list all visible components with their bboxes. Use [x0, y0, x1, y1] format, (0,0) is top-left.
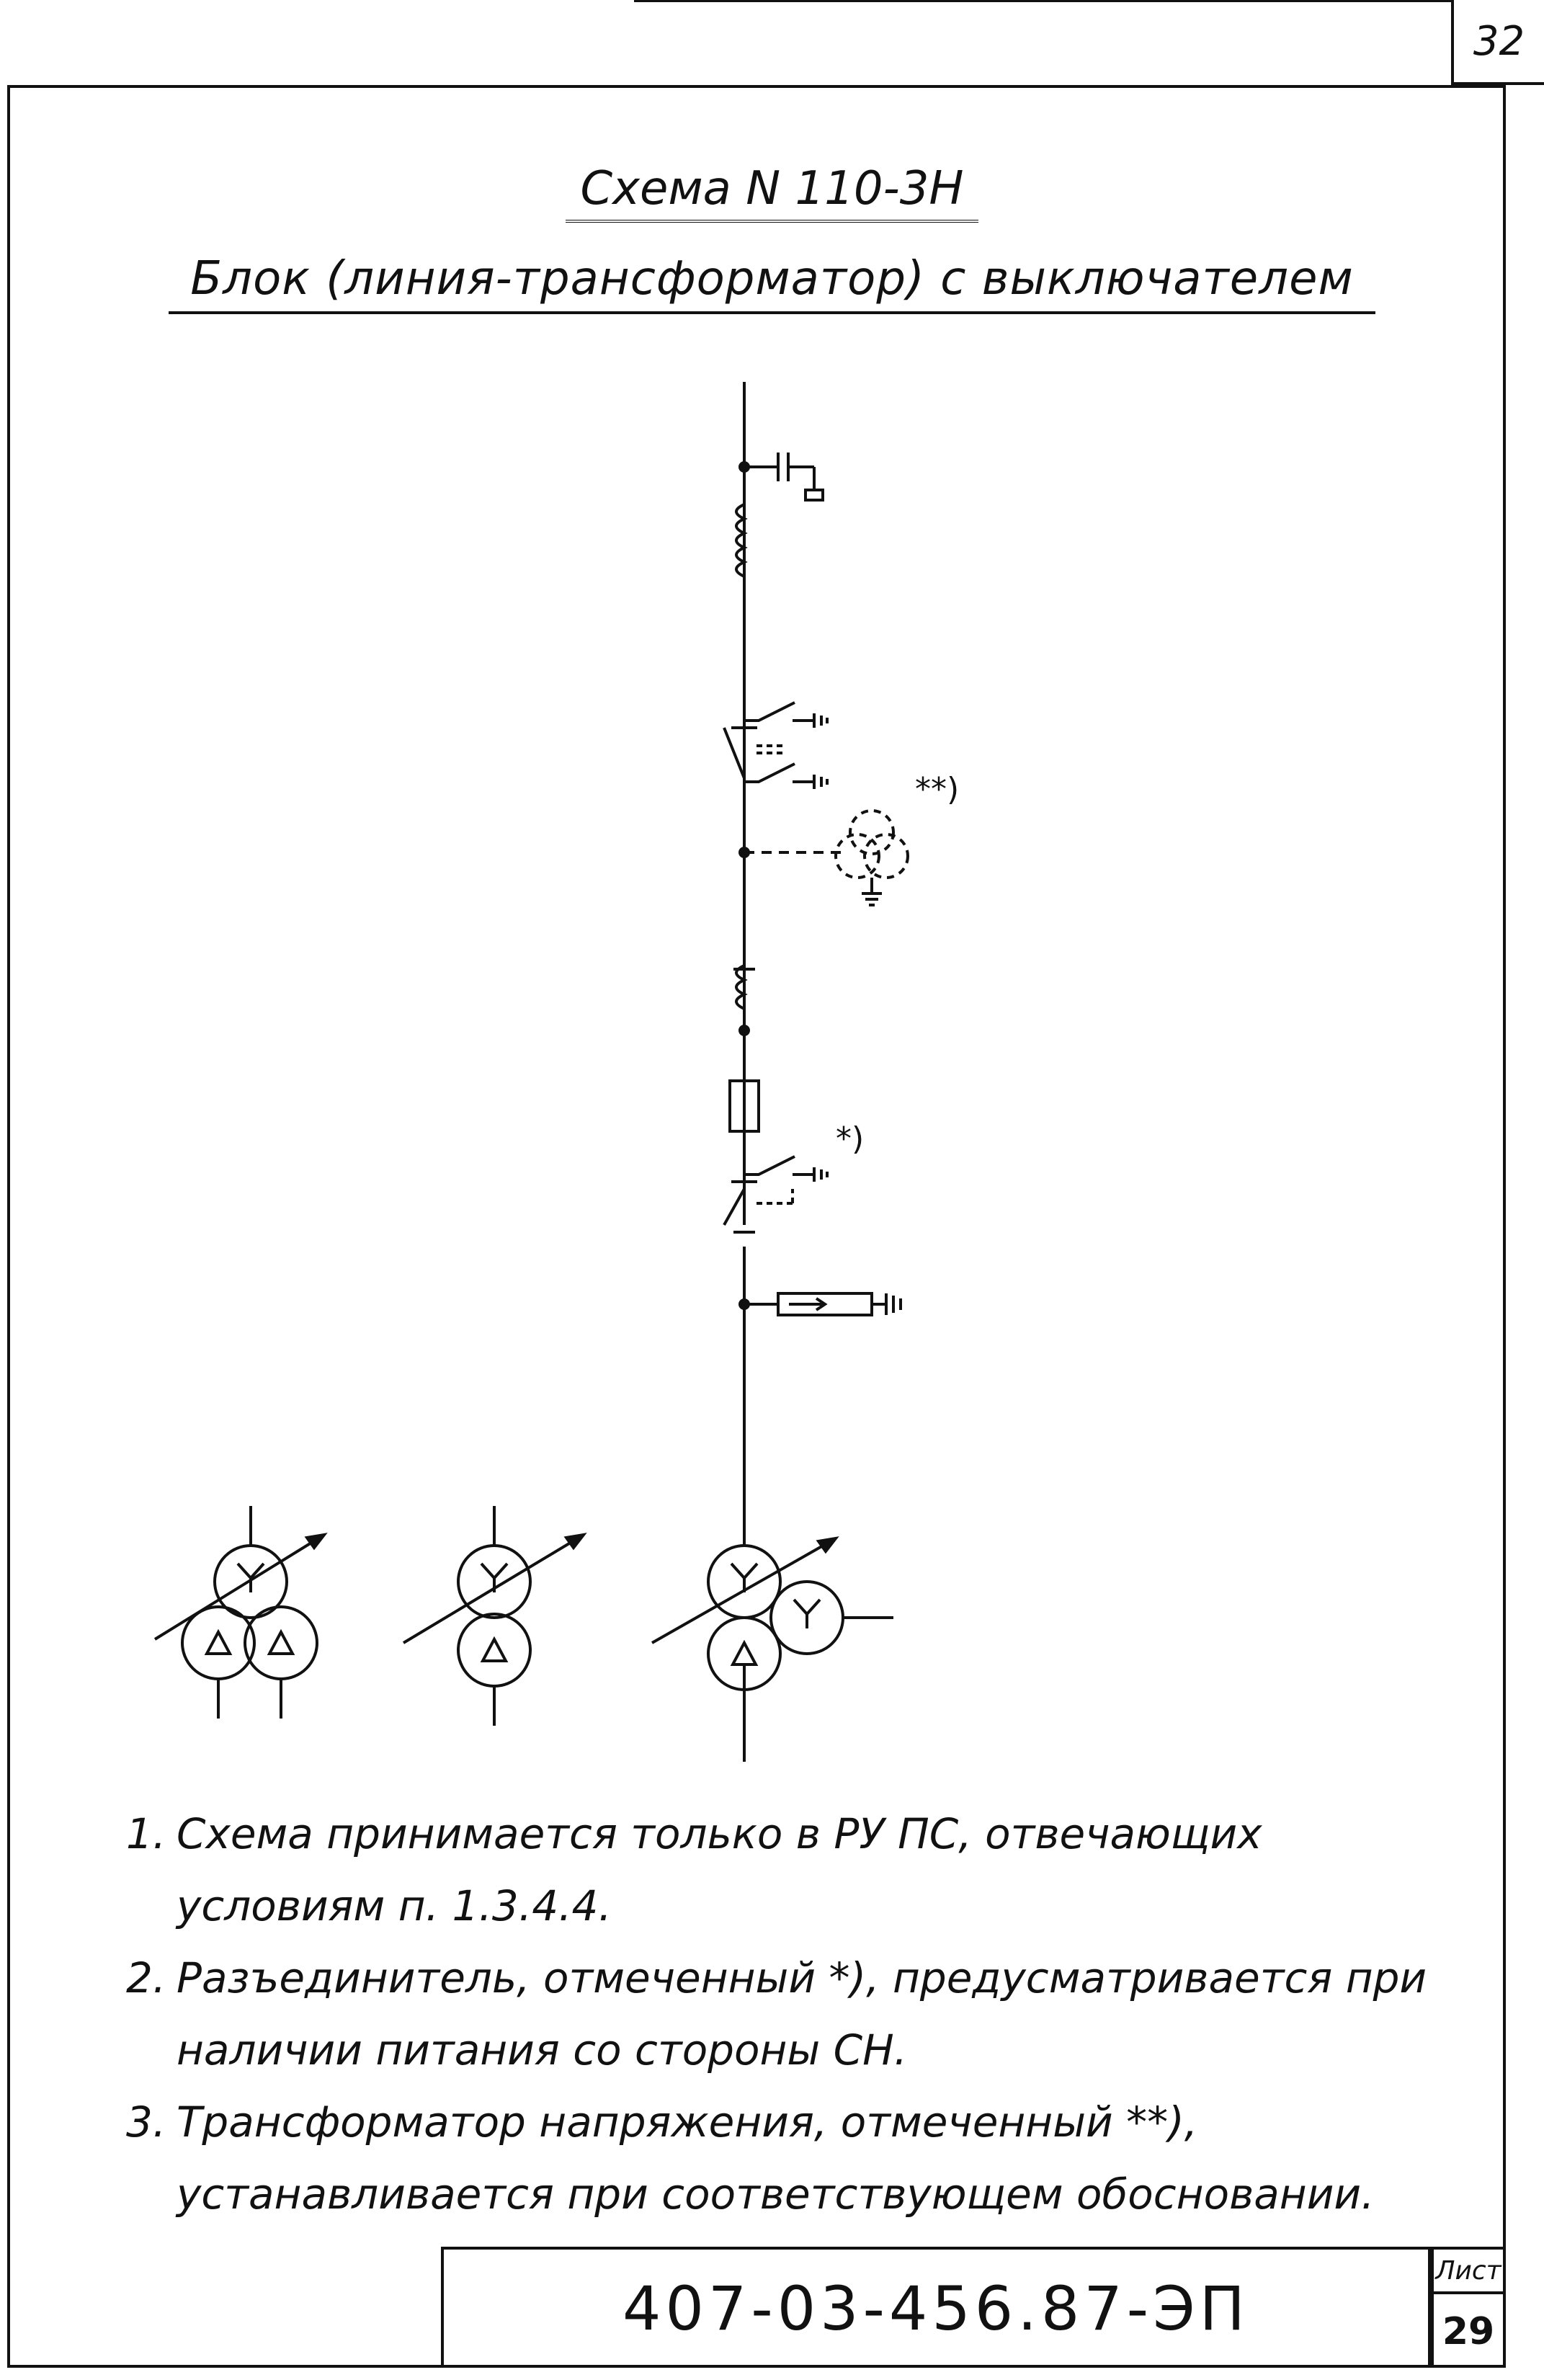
voltage-transformer-mark: **): [915, 771, 960, 808]
note-number: 2.: [126, 1953, 166, 2002]
sheet-number: 29: [1442, 2310, 1495, 2353]
title-block-code: 407-03-456.87-ЭП: [441, 2247, 1431, 2368]
scheme-name-text: Блок (линия-трансформатор) с выключателем: [169, 252, 1375, 314]
disconnector-mark: *): [836, 1120, 865, 1157]
transformer-disconnector-icon: [724, 1156, 827, 1232]
notes-block: [126, 1798, 1445, 2230]
surge-arrester-icon: [740, 1293, 901, 1315]
note-text: Разъединитель, отмеченный *), предусматривается при наличии питания со стороны СН.: [177, 1953, 1427, 2074]
transformer-variant-two-winding-icon: [403, 1506, 584, 1726]
transformer-variant-three-winding-icon: [652, 1535, 893, 1762]
voltage-transformer-icon: [740, 811, 908, 905]
coupling-capacitor-icon: [740, 453, 823, 500]
note-number: 3.: [126, 2098, 166, 2147]
note-text: Трансформатор напряжения, отмеченный **), устанавливается при соответствующем обосновании.: [177, 2098, 1375, 2219]
note-item: [126, 1942, 1445, 2086]
sheet-number-box: [1431, 2247, 1506, 2368]
scheme-number-text: Схема N 110-3Н: [566, 162, 978, 223]
note-item: [126, 2086, 1445, 2230]
corner-page-number: 32: [1451, 0, 1544, 85]
transformer-variant-split-winding-icon: [155, 1506, 324, 1719]
sheet-label: Лист: [1434, 2250, 1503, 2294]
line-disconnector-icon: [724, 703, 827, 800]
note-number: 1.: [126, 1809, 166, 1858]
note-text: Схема принимается только в РУ ПС, отвечающих условиям п. 1.3.4.4.: [177, 1809, 1262, 1930]
note-item: [126, 1798, 1445, 1942]
